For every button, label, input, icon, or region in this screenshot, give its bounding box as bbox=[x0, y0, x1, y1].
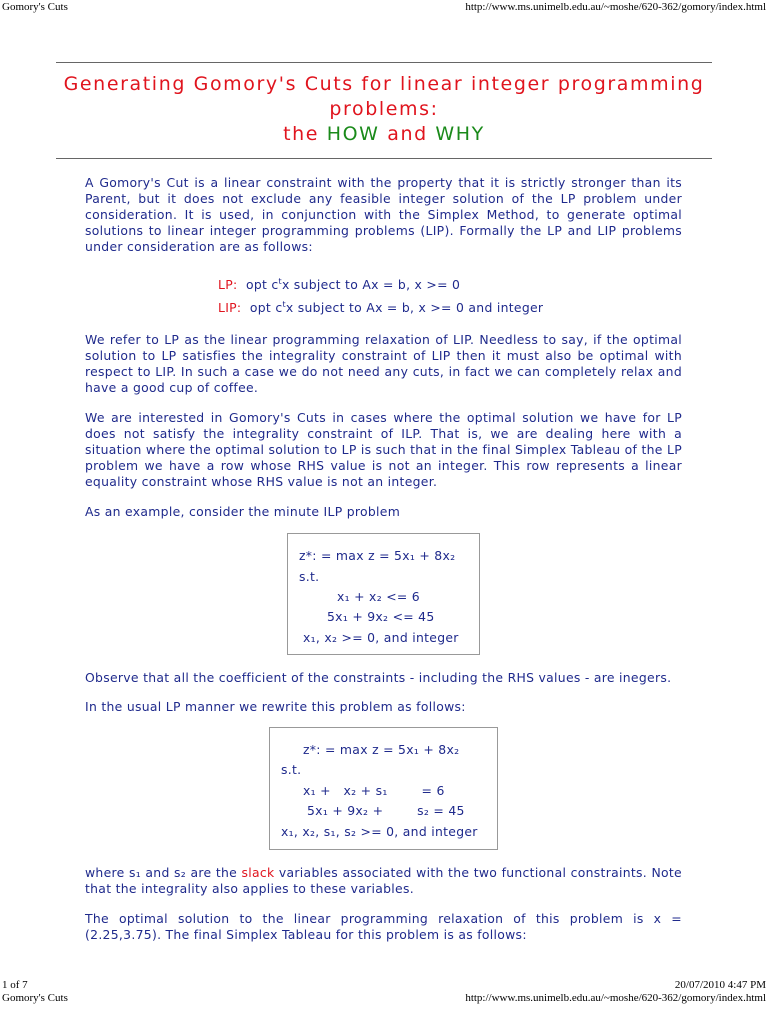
box2-constraint-1: x₁ + x₂ + s₁ = 6 bbox=[303, 783, 445, 798]
lp-pre: opt c bbox=[245, 277, 279, 293]
title-and: and bbox=[387, 123, 428, 145]
lip-label: LIP: bbox=[218, 300, 242, 316]
lip-formula bbox=[218, 300, 543, 315]
box1-constraint-1: x₁ + x₂ <= 6 bbox=[337, 589, 420, 604]
interest-paragraph: We are interested in Gomory's Cuts in cases where the optimal solution we have for LP does not satisfy the integrality constraint of ILP. That is, we are dealing here with a situation where the optimal solution to LP is such that in the final Simplex Tableau of the LP problem we have a row whose RHS value is not an integer. This row represents a linear equality constraint whose RHS value is not an integer. bbox=[85, 410, 682, 489]
lp-transpose: t bbox=[278, 277, 282, 286]
title-divider bbox=[56, 158, 712, 159]
example-intro: As an example, consider the minute ILP problem bbox=[85, 504, 401, 519]
lp-standard-form-box bbox=[269, 727, 498, 850]
slack-pre: where s₁ and s₂ are the bbox=[85, 865, 238, 880]
slack-paragraph bbox=[85, 865, 682, 897]
title-why: WHY bbox=[435, 123, 485, 145]
box1-objective: z*: = max z = 5x₁ + 8x₂ bbox=[299, 548, 456, 563]
footer-page-title: Gomory's Cuts bbox=[2, 992, 68, 1004]
ilp-problem-box bbox=[287, 533, 480, 655]
intro-paragraph: A Gomory's Cut is a linear constraint with the property that it is strictly stronger than its Parent, but it does not exclude any feasible integer solution of the LP problem under consideration. It is used, in conjunction with the Simplex Method, to generate optimal solutions to linear integer programming problems (LIP). Formally the LP and LIP problems under consideration are as follows: bbox=[85, 175, 682, 254]
box1-integrality: x₁, x₂ >= 0, and integer bbox=[303, 630, 459, 645]
footer-datetime: 20/07/2010 4:47 PM bbox=[674, 979, 766, 991]
page-title bbox=[56, 72, 712, 147]
title-line-2: problems: bbox=[329, 98, 439, 120]
header-url[interactable]: http://www.ms.unimelb.edu.au/~moshe/620-362/gomory/index.html bbox=[465, 1, 766, 13]
box2-objective: z*: = max z = 5x₁ + 8x₂ bbox=[303, 742, 460, 757]
title-how: HOW bbox=[326, 123, 380, 145]
box2-st: s.t. bbox=[281, 762, 302, 777]
lip-pre: opt c bbox=[249, 300, 283, 316]
footer-page-number: 1 of 7 bbox=[2, 979, 28, 991]
optimal-solution-paragraph: The optimal solution to the linear programming relaxation of this problem is x = (2.25,3.75). The final Simplex Tableau for this problem is as follows: bbox=[85, 911, 682, 942]
box2-integrality: x₁, x₂, s₁, s₂ >= 0, and integer bbox=[281, 824, 478, 839]
lp-post: x subject to Ax = b, x >= 0 bbox=[281, 277, 461, 293]
title-line-1: Generating Gomory's Cuts for linear integer programming bbox=[63, 73, 705, 95]
title-line-3 bbox=[56, 122, 712, 147]
lip-post: x subject to Ax = b, x >= 0 and integer bbox=[285, 300, 544, 316]
lp-label: LP: bbox=[218, 277, 238, 293]
box2-constraint-2: 5x₁ + 9x₂ + s₂ = 45 bbox=[307, 803, 465, 818]
relaxation-paragraph: We refer to LP as the linear programming relaxation of LIP. Needless to say, if the optimal solution to LP satisfies the integrality constraint of LIP then it must also be optimal with respect to LIP. In such a case we do not need any cuts, in fact we can completely relax and have a good cup of coffee. bbox=[85, 332, 682, 395]
slack-term: slack bbox=[241, 865, 275, 880]
rewrite-paragraph: In the usual LP manner we rewrite this problem as follows: bbox=[85, 699, 466, 714]
box1-st: s.t. bbox=[299, 569, 320, 584]
footer-url[interactable]: http://www.ms.unimelb.edu.au/~moshe/620-362/gomory/index.html bbox=[465, 992, 766, 1004]
lp-formula bbox=[218, 277, 460, 292]
top-divider bbox=[56, 62, 712, 63]
coefficient-paragraph: Observe that all the coefficient of the constraints - including the RHS values - are inegers. bbox=[85, 670, 672, 685]
slack-post: variables associated with the two functional constraints. Note that the integrality also applies to these variables. bbox=[85, 865, 682, 896]
title-the: the bbox=[283, 123, 320, 145]
box1-constraint-2: 5x₁ + 9x₂ <= 45 bbox=[327, 609, 435, 624]
header-page-title: Gomory's Cuts bbox=[2, 1, 68, 13]
lip-transpose: t bbox=[282, 300, 286, 309]
